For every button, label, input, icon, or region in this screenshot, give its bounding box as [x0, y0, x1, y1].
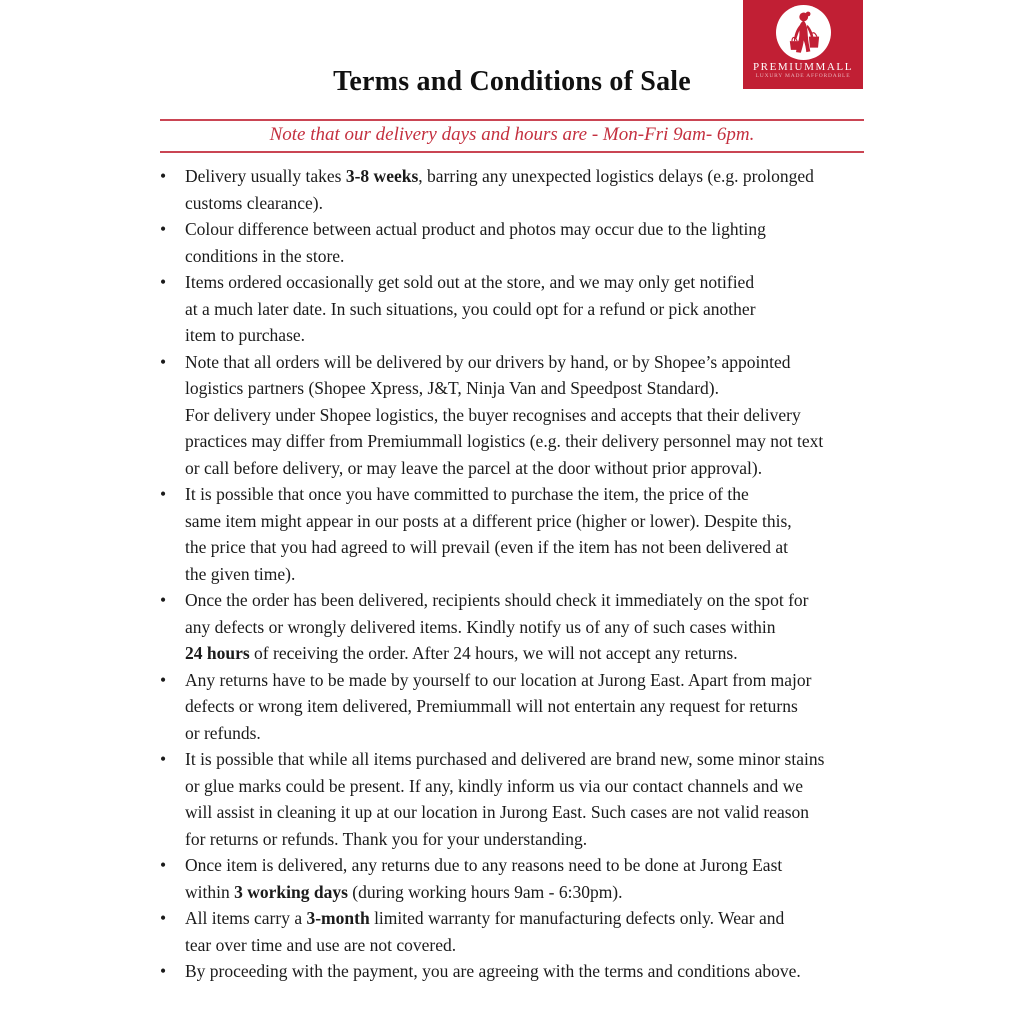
term-text	[185, 481, 876, 587]
term-line: defects or wrong item delivered, Premiummall will not entertain any request for returns	[185, 696, 798, 716]
term-line: Items ordered occasionally get sold out at the store, and we may only get notified	[185, 272, 755, 292]
term-line: 24 hours of receiving the order. After 24 hours, we will not accept any returns.	[185, 643, 738, 663]
term-item	[160, 349, 876, 482]
term-line: practices may differ from Premiummall logistics (e.g. their delivery personnel may not text	[185, 431, 824, 451]
bullet-marker: •	[160, 961, 167, 981]
term-text	[185, 587, 876, 667]
term-item	[160, 481, 876, 587]
term-line: the given time).	[185, 563, 296, 584]
term-line: will assist in cleaning it up at our location in Jurong East. Such cases are not valid reason	[185, 802, 810, 822]
term-line: Once the order has been delivered, recipients should check it immediately on the spot for	[185, 590, 809, 610]
bullet-marker: •	[160, 908, 167, 928]
term-line: conditions in the store.	[185, 245, 345, 266]
term-text	[185, 852, 876, 905]
logo-brand-name: PREMIUMMALL	[752, 61, 854, 73]
term-line: or refunds.	[185, 722, 261, 743]
term-line: Any returns have to be made by yourself to our location at Jurong East. Apart from major	[185, 669, 812, 690]
term-line: customs clearance).	[185, 192, 323, 213]
term-line: By proceeding with the payment, you are agreeing with the terms and conditions above.	[185, 961, 801, 981]
term-line: logistics partners (Shopee Xpress, J&T, Ninja Van and Speedpost Standard).	[185, 378, 719, 398]
term-line: Note that all orders will be delivered by our drivers by hand, or by Shopee’s appointed	[185, 351, 791, 372]
term-text	[185, 163, 876, 216]
term-text	[185, 746, 876, 852]
term-item	[160, 269, 876, 349]
term-text	[185, 905, 876, 958]
term-item	[160, 905, 876, 958]
logo-circle	[776, 5, 831, 60]
term-item	[160, 587, 876, 667]
term-text	[185, 958, 876, 985]
logo-tagline: LUXURY MADE AFFORDABLE	[755, 73, 851, 79]
woman-shopper-silhouette-icon	[781, 10, 825, 56]
term-item	[160, 958, 876, 985]
terms-list	[160, 163, 876, 985]
term-item	[160, 216, 876, 269]
term-item	[160, 746, 876, 852]
term-line: For delivery under Shopee logistics, the buyer recognises and accepts that their delivery	[185, 404, 801, 425]
term-text	[185, 349, 876, 482]
divider-top	[160, 119, 864, 121]
term-line: the price that you had agreed to will prevail (even if the item has not been delivered at	[185, 537, 789, 557]
page-title: Terms and Conditions of Sale	[333, 66, 691, 97]
term-line: It is possible that while all items purchased and delivered are brand new, some minor stains	[185, 749, 825, 769]
bullet-marker: •	[160, 749, 167, 769]
term-item	[160, 163, 876, 216]
bullet-marker: •	[160, 669, 167, 690]
term-line: Delivery usually takes 3-8 weeks, barring any unexpected logistics delays (e.g. prolonged	[185, 166, 814, 186]
term-line: within 3 working days (during working hours 9am - 6:30pm).	[185, 881, 623, 902]
term-line: same item might appear in our posts at a different price (higher or lower). Despite this,	[185, 510, 792, 531]
term-text	[185, 216, 876, 269]
delivery-note: Note that our delivery days and hours are - Mon-Fri 9am- 6pm.	[269, 124, 755, 145]
bullet-marker: •	[160, 484, 167, 504]
term-line: or glue marks could be present. If any, kindly inform us via our contact channels and we	[185, 775, 803, 796]
term-item	[160, 852, 876, 905]
bullet-marker: •	[160, 590, 167, 610]
term-text	[185, 269, 876, 349]
term-line: It is possible that once you have committed to purchase the item, the price of the	[185, 484, 749, 504]
term-line: for returns or refunds. Thank you for your understanding.	[185, 828, 588, 849]
bullet-marker: •	[160, 351, 167, 372]
bullet-marker: •	[160, 855, 167, 875]
term-item	[160, 667, 876, 747]
term-line: tear over time and use are not covered.	[185, 934, 457, 955]
term-line: at a much later date. In such situations, you could opt for a refund or pick another	[185, 298, 756, 319]
bullet-marker: •	[160, 219, 167, 239]
term-line: Colour difference between actual product and photos may occur due to the lighting	[185, 219, 766, 239]
bullet-marker: •	[160, 166, 167, 186]
divider-bottom	[160, 151, 864, 153]
term-line: Once item is delivered, any returns due to any reasons need to be done at Jurong East	[185, 855, 783, 875]
term-text	[185, 667, 876, 747]
term-line: any defects or wrongly delivered items. Kindly notify us of any of such cases within	[185, 616, 776, 637]
term-line: All items carry a 3-month limited warranty for manufacturing defects only. Wear and	[185, 908, 785, 928]
term-line: item to purchase.	[185, 325, 306, 345]
bullet-marker: •	[160, 272, 167, 292]
term-line: or call before delivery, or may leave the parcel at the door without prior approval).	[185, 457, 763, 478]
